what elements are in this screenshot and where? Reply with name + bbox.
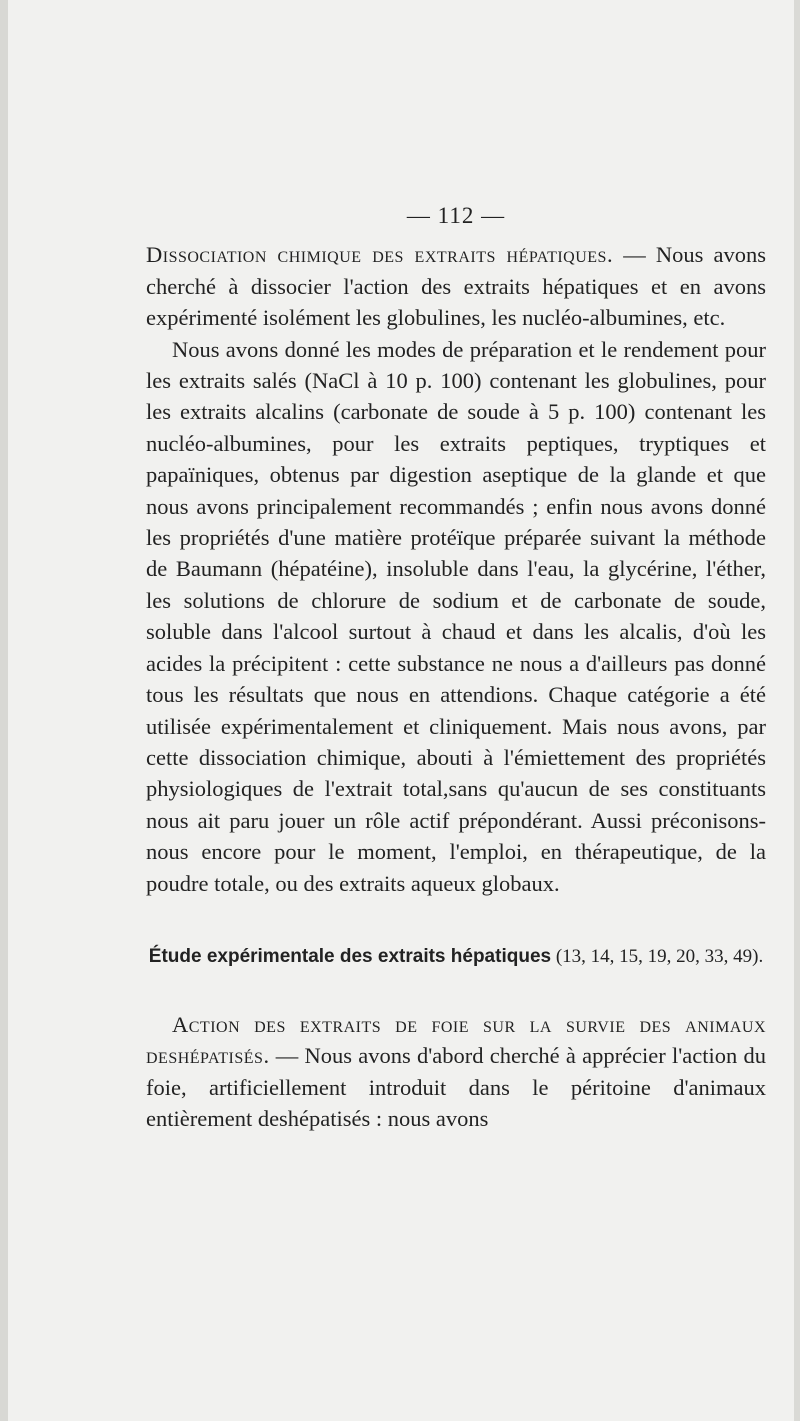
paragraph-lead: Action des extraits de foie sur la survie des animaux deshépatisés.: [146, 1011, 766, 1069]
paragraph-body: — Nous avons d'abord cherché à apprécier l'action du foie, artificiellement introduit dans le péritoine d'animaux entièrement deshépatisés : nous avons: [146, 1043, 766, 1132]
section-references: (13, 14, 15, 19, 20, 33, 49).: [551, 945, 764, 967]
scan-left-edge: [0, 0, 8, 1421]
book-page: [146, 200, 766, 1135]
paragraph-action: [146, 1009, 766, 1135]
paragraph-preparation: Nous avons donné les modes de préparation et le rendement pour les extraits salés (NaCl à 10 p. 100) contenant les globulines, pour les extraits alcalins (carbonate de soude à 5 p. 100) contenant les nucléo-albumines, pour les extraits peptiques, tryptiques et papaïniques, obtenus par digestion aseptique de la glande et que nous avons principalement recommandés ; enfin nous avons donné les propriétés d'une matière protéïque préparée suivant la méthode de Baumann (hépatéine), insoluble dans l'eau, la glycérine, l'éther, les solutions de chlorure de sodium et de carbonate de soude, soluble dans l'alcool surtout à chaud et dans les alcalis, d'où les acides la précipitent : cette substance ne nous a d'ailleurs pas donné tous les résultats que nous en attendions. Chaque catégorie a été utilisée expérimentalement et cliniquement. Mais nous avons, par cette dissociation chimique, abouti à l'émiettement des propriétés physiologiques de l'extrait total,sans qu'aucun de ses constituants nous ait paru jouer un rôle actif prépondérant. Aussi préconisons-nous encore pour le moment, l'emploi, en thérapeutique, de la poudre totale, ou des extraits aqueux globaux.: [146, 336, 766, 896]
scan-right-edge: [794, 0, 800, 1421]
paragraph-lead: Dissociation chimique des extraits hépatiques.: [146, 242, 614, 268]
page-number: — 112 —: [406, 203, 506, 228]
paragraph-dissociation: [146, 239, 766, 333]
paragraph-body: — Nous avons cherché à dissocier l'action des extraits hépatiques et en avons expérimenté isolément les globulines, les nucléo-albumines, etc.: [146, 242, 766, 331]
section-heading: [146, 943, 766, 971]
section-title: Étude expérimentale des extraits hépatiques: [148, 945, 552, 967]
